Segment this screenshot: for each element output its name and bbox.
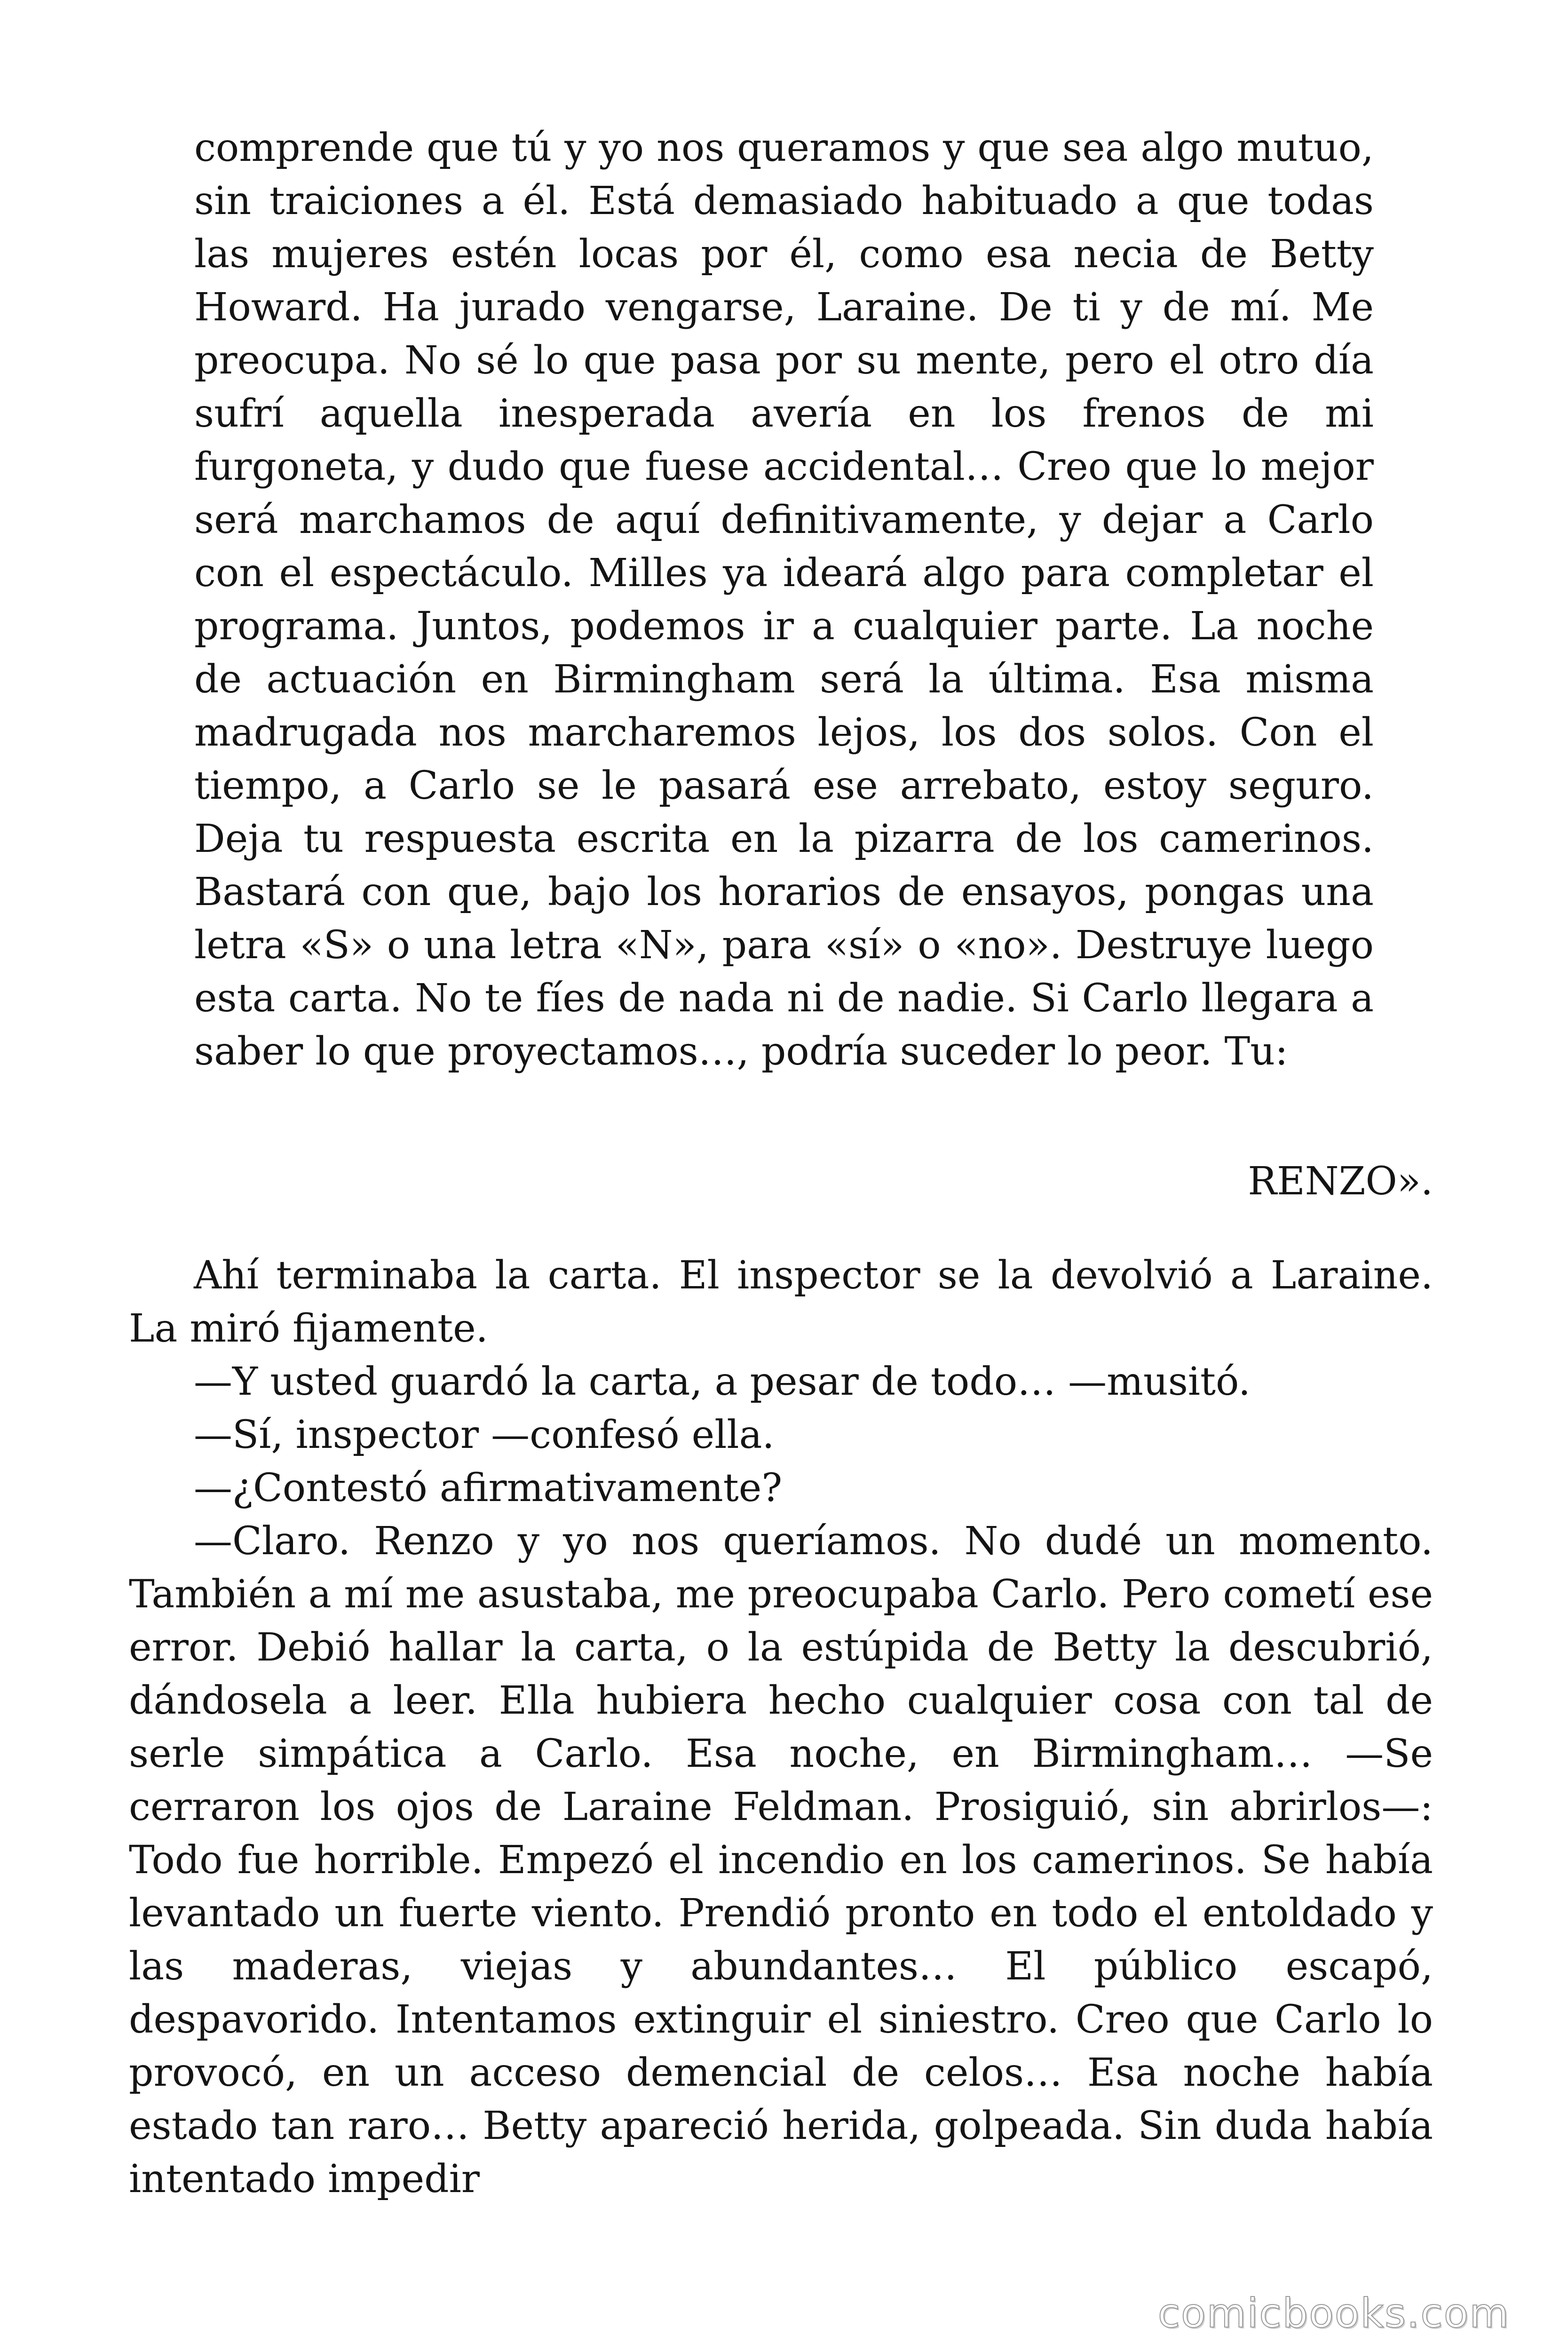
letter-signature: RENZO». — [1248, 1159, 1433, 1204]
letter-body: comprende que tú y yo nos queramos y que sea algo mutuo, sin traiciones a él. Está demasiado habituado a que todas las mujeres estén locas por él, como esa necia de Betty Howard. Ha jurado vengarse, Laraine. De ti y de mí. Me preocupa. No sé lo que pasa por su mente, pero el otro día sufrí aquella inesperada avería en los frenos de mi furgoneta, y dudo que fuese accidental… Creo que lo mejor será marchamos de aquí definitivamente, y dejar a Carlo con el espectáculo. Milles ya ideará algo para completar el programa. Juntos, podemos ir a cualquier parte. La noche de actuación en Birmingham será la última. Esa misma madrugada nos marcharemos lejos, los dos solos. Con el tiempo, a Carlo se le pasará ese arrebato, estoy seguro. Deja tu respuesta escrita en la pizarra de los camerinos. Bastará con que, bajo los horarios de ensayos, pongas una letra «S» o una letra «N», para «sí» o «no». Destruye luego esta carta. No te fíes de nada ni de nadie. Si Carlo llegara a saber lo que proyectamos…, podría suceder lo peor. Tu: — [194, 126, 1374, 1074]
narrative-block — [129, 1249, 1433, 2206]
watermark: comicbooks.com — [1157, 2290, 1510, 2337]
dialogue-paragraph: —Claro. Renzo y yo nos queríamos. No dudé un momento. También a mí me asustaba, me preocupaba Carlo. Pero cometí ese error. Debió hallar la carta, o la estúpida de Betty la descubrió, dándosela a leer. Ella hubiera hecho cualquier cosa con tal de serle simpática a Carlo. Esa noche, en Birmingham… —Se cerraron los ojos de Laraine Feldman. Prosiguió, sin abrirlos—: Todo fue horrible. Empezó el incendio en los camerinos. Se había levantado un fuerte viento. Prendió pronto en todo el entoldado y las maderas, viejas y abundantes… El público escapó, despavorido. Intentamos extinguir el siniestro. Creo que Carlo lo provocó, en un acceso demencial de celos… Esa noche había estado tan raro… Betty apareció herida, golpeada. Sin duda había intentado impedir — [129, 1519, 1433, 2201]
dialogue-line: —¿Contestó afirmativamente? — [194, 1466, 783, 1510]
letter-block — [194, 121, 1374, 1078]
dialogue-line: —Y usted guardó la carta, a pesar de todo… —musitó. — [194, 1359, 1251, 1404]
narrative-paragraph: Ahí terminaba la carta. El inspector se la devolvió a Laraine. La miró fijamente. — [129, 1253, 1433, 1351]
dialogue-line: —Sí, inspector —confesó ella. — [194, 1413, 775, 1457]
